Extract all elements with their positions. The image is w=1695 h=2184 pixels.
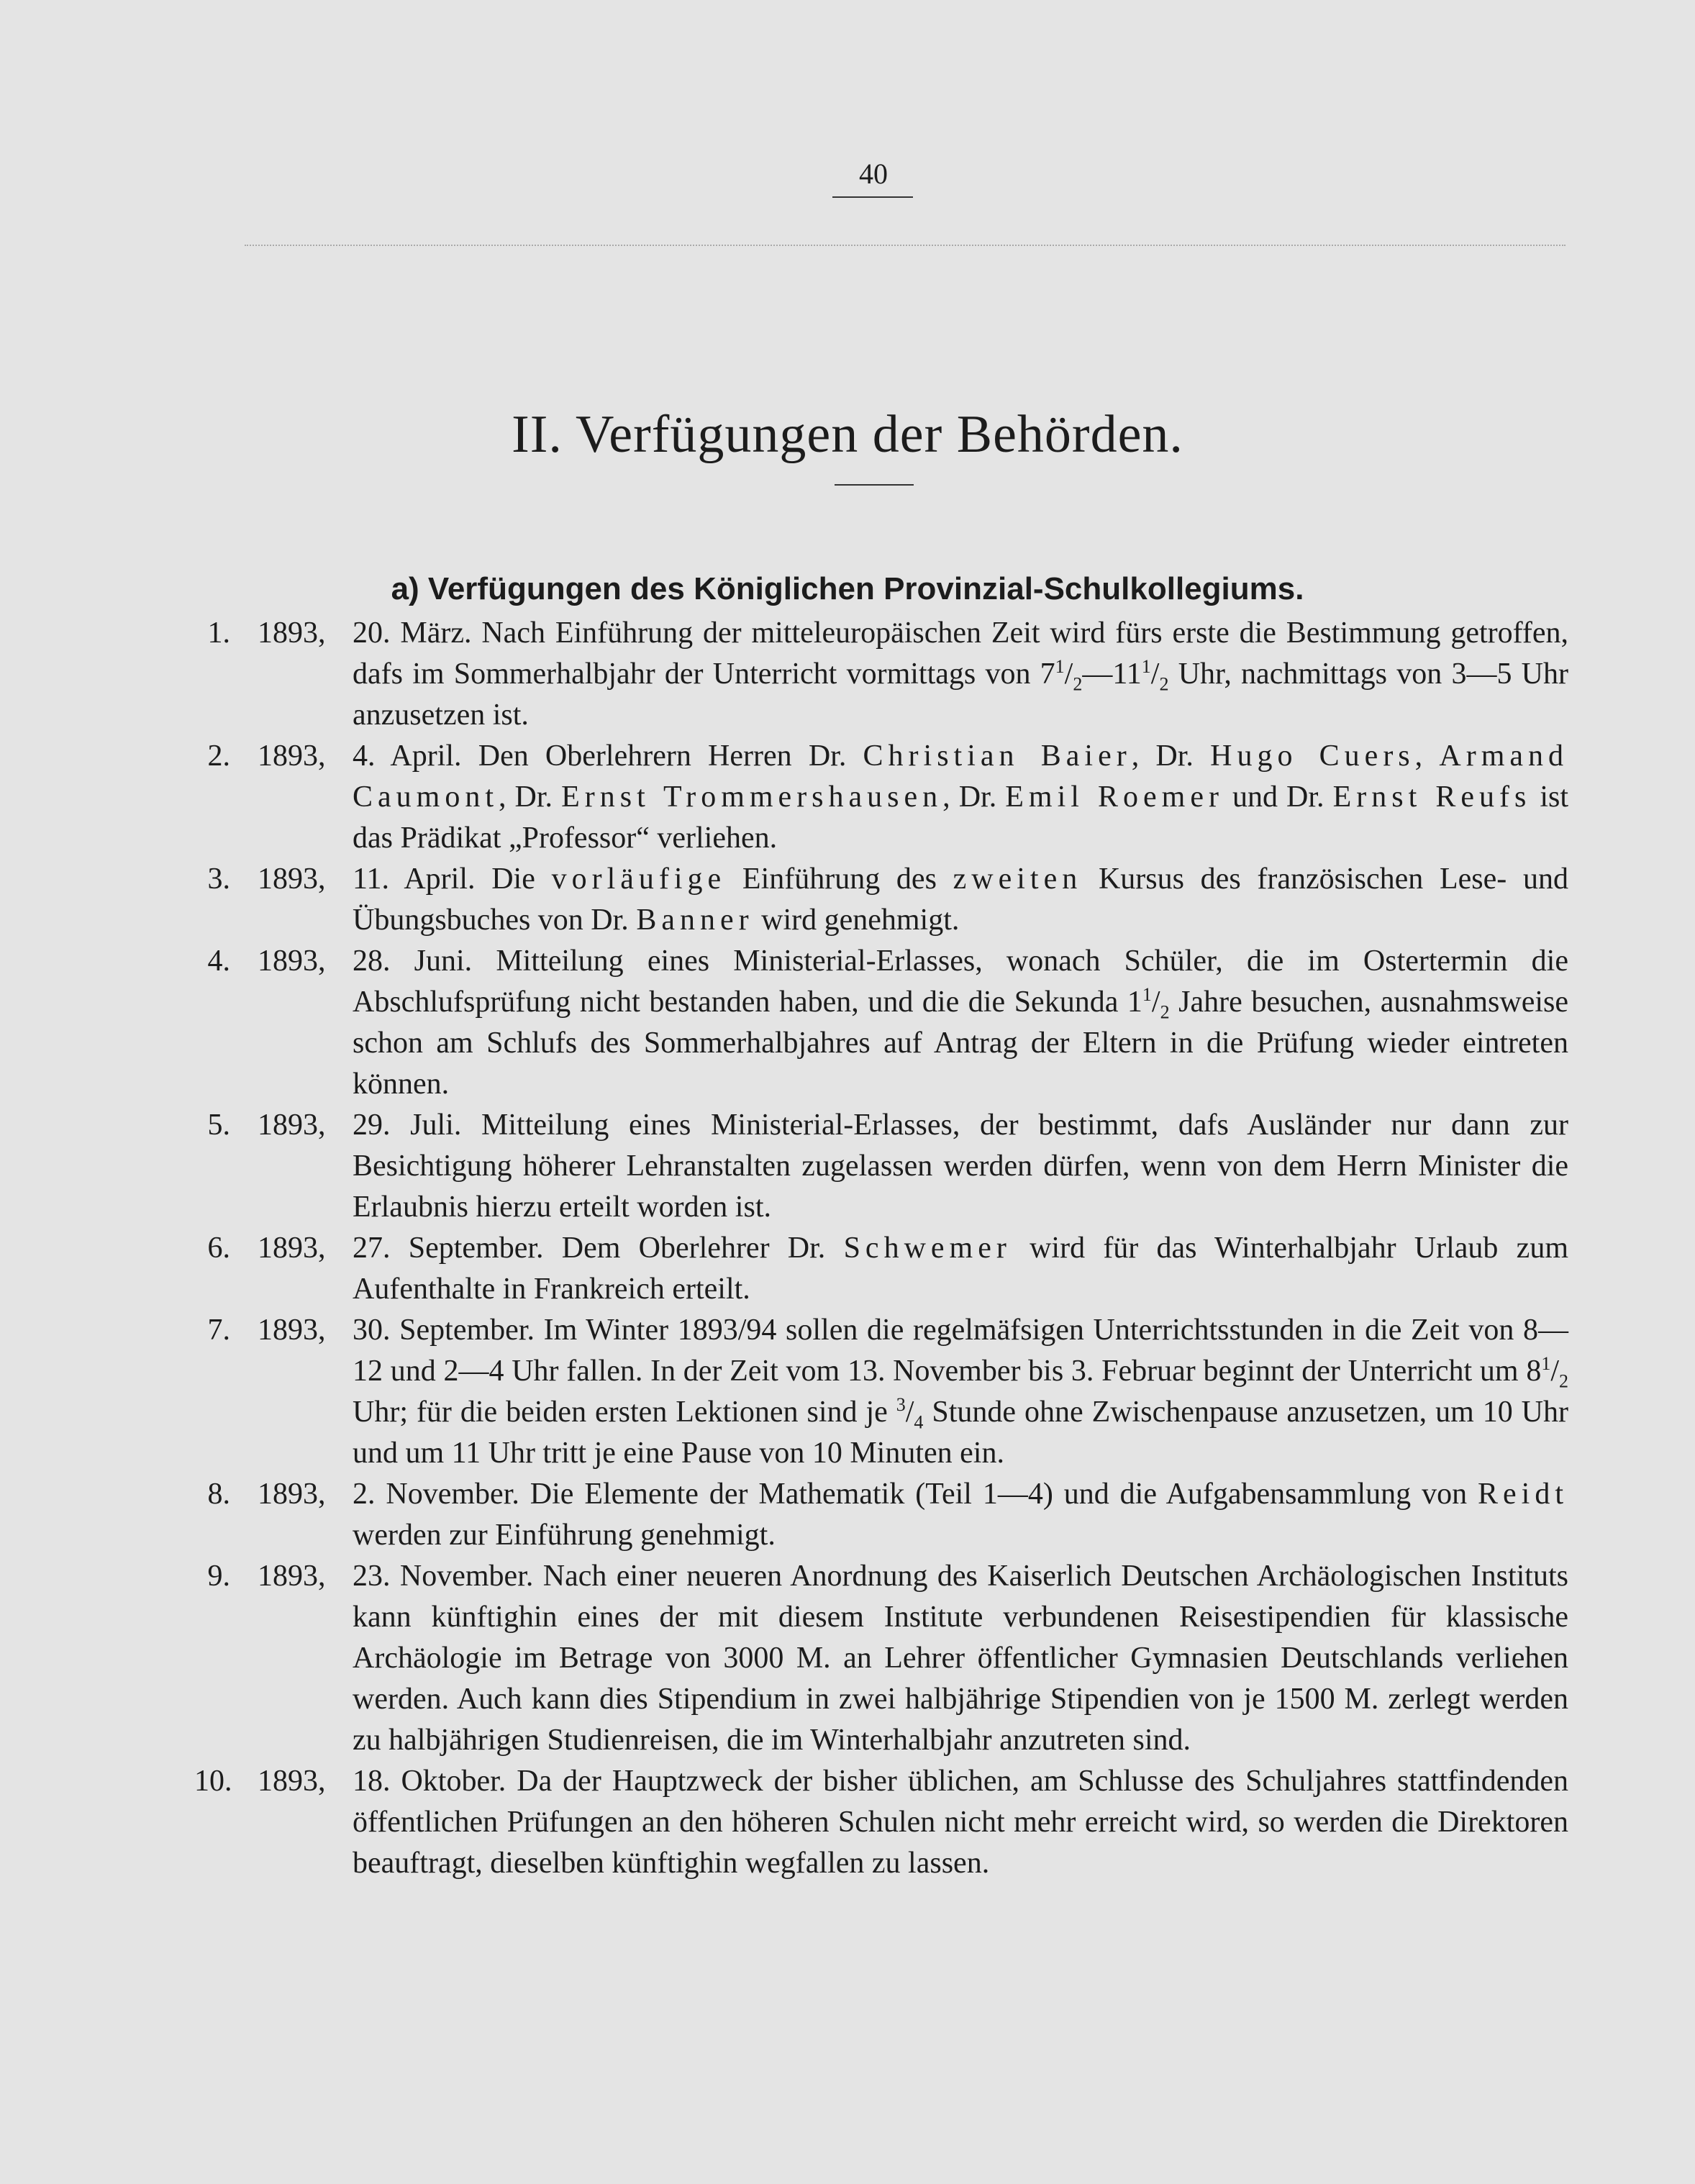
entry-year: 1893, bbox=[258, 616, 326, 650]
decree-entry-4 bbox=[194, 941, 1568, 1105]
page-number-rule bbox=[832, 196, 913, 198]
entry-year: 1893, bbox=[258, 1314, 326, 1347]
decree-entry-5 bbox=[194, 1105, 1568, 1228]
entry-number: 1. bbox=[207, 616, 230, 650]
entry-year: 1893, bbox=[258, 945, 326, 978]
entry-number: 6. bbox=[207, 1232, 230, 1265]
entry-text: 11. April. Die vorläufige Einführung des zweiten Kursus des französischen Lese- und Übungsbuches von Dr. Banner wird genehmigt. bbox=[353, 863, 1568, 937]
decree-entry-2 bbox=[194, 736, 1568, 859]
top-dotted-rule bbox=[245, 245, 1566, 246]
entry-year: 1893, bbox=[258, 1478, 326, 1511]
title-rule bbox=[835, 484, 914, 486]
entry-text: 2. November. Die Elemente der Mathematik (Teil 1—4) und die Aufgabensammlung von Reidt werden zur Einführung genehmigt. bbox=[353, 1478, 1568, 1552]
entry-number: 9. bbox=[207, 1560, 230, 1593]
subsection-title: a) Verfügungen des Königlichen Provinzial-Schulkollegiums. bbox=[391, 570, 1304, 606]
entry-number: 2. bbox=[207, 740, 230, 773]
entry-number: 3. bbox=[207, 863, 230, 896]
entry-number: 7. bbox=[207, 1314, 230, 1347]
entry-number: 4. bbox=[207, 945, 230, 978]
decree-entry-9 bbox=[194, 1556, 1568, 1761]
entry-year: 1893, bbox=[258, 1109, 326, 1142]
decree-entry-7 bbox=[194, 1310, 1568, 1474]
entry-text: 30. September. Im Winter 1893/94 sollen die regelmäfsigen Unterrichtsstunden in die Zeit von 8—12 und 2—4 Uhr fallen. In der Zeit vom 13. November bis 3. Februar beginnt der Unterricht um $8^1/_2$ Uhr; für die beiden ersten Lektionen sind je $^3/_4$ Stunde ohne Zwischenpause anzusetzen, um 10 Uhr und um 11 Uhr tritt je eine Pause von 10 Minuten ein. bbox=[353, 1314, 1569, 1470]
entry-text: 29. Juli. Mitteilung eines Ministerial-Erlasses, der bestimmt, dafs Ausländer nur dann zur Besichtigung höherer Lehranstalten zugelassen werden dürfen, wenn von dem Herrn Minister die Erlaubnis hierzu erteilt worden ist. bbox=[353, 1109, 1568, 1224]
entry-number: 8. bbox=[207, 1478, 230, 1511]
entry-text: 28. Juni. Mitteilung eines Ministerial-Erlasses, wonach Schüler, die im Ostertermin die Abschlufsprüfung nicht bestanden haben, und die die Sekunda $1^1/_2$ Jahre besuchen, ausnahmsweise schon am Schlufs des Sommerhalbjahres auf Antrag der Eltern in die Prüfung wieder eintreten können. bbox=[353, 945, 1568, 1101]
entry-number: 5. bbox=[207, 1109, 230, 1142]
entry-text: 27. September. Dem Oberlehrer Dr. Schwemer wird für das Winterhalbjahr Urlaub zum Aufenthalte in Frankreich erteilt. bbox=[353, 1232, 1568, 1306]
decree-list bbox=[194, 613, 1568, 1884]
decree-entry-3 bbox=[194, 859, 1568, 941]
entry-text: 4. April. Den Oberlehrern Herren Dr. Christian Baier, Dr. Hugo Cuers, Armand Caumont, Dr. Ernst Trommershausen, Dr. Emil Roemer und Dr. Ernst Reufs ist das Prädikat „Professor“ verliehen. bbox=[353, 740, 1569, 855]
entry-number: 10. bbox=[194, 1765, 232, 1798]
entry-year: 1893, bbox=[258, 1765, 326, 1798]
entry-year: 1893, bbox=[258, 863, 326, 896]
entry-year: 1893, bbox=[258, 1232, 326, 1265]
decree-entry-6 bbox=[194, 1228, 1568, 1310]
entry-text: 20. März. Nach Einführung der mitteleuropäischen Zeit wird fürs erste die Bestimmung getroffen, dafs im Sommerhalbjahr der Unterricht vormittags von $7^1/_2—11^1/_2$ Uhr, nachmittags von 3—5 Uhr anzusetzen ist. bbox=[353, 616, 1568, 732]
page-number: 40 bbox=[859, 158, 888, 190]
entry-year: 1893, bbox=[258, 1560, 326, 1593]
decree-entry-10 bbox=[194, 1761, 1568, 1884]
decree-entry-1 bbox=[194, 613, 1568, 736]
section-title: II. Verfügungen der Behörden. bbox=[512, 404, 1183, 464]
entry-text: 23. November. Nach einer neueren Anordnung des Kaiserlich Deutschen Archäologischen Instituts kann künftighin eines der mit diesem Institute verbundenen Reisestipendien für klassische Archäologie im Betrage von 3000 M. an Lehrer öffentlicher Gymnasien Deutschlands verliehen werden. Auch kann dies Stipendium in zwei halbjährige Stipendien von je 1500 M. zerlegt werden zu halbjährigen Studienreisen, die im Winterhalbjahr anzutreten sind. bbox=[353, 1560, 1568, 1757]
entry-text: 18. Oktober. Da der Hauptzweck der bisher üblichen, am Schlusse des Schuljahres stattfindenden öffentlichen Prüfungen an den höheren Schulen nicht mehr erreicht wird, so werden die Direktoren beauftragt, dieselben künftighin wegfallen zu lassen. bbox=[353, 1765, 1568, 1880]
entry-year: 1893, bbox=[258, 740, 326, 773]
decree-entry-8 bbox=[194, 1474, 1568, 1556]
